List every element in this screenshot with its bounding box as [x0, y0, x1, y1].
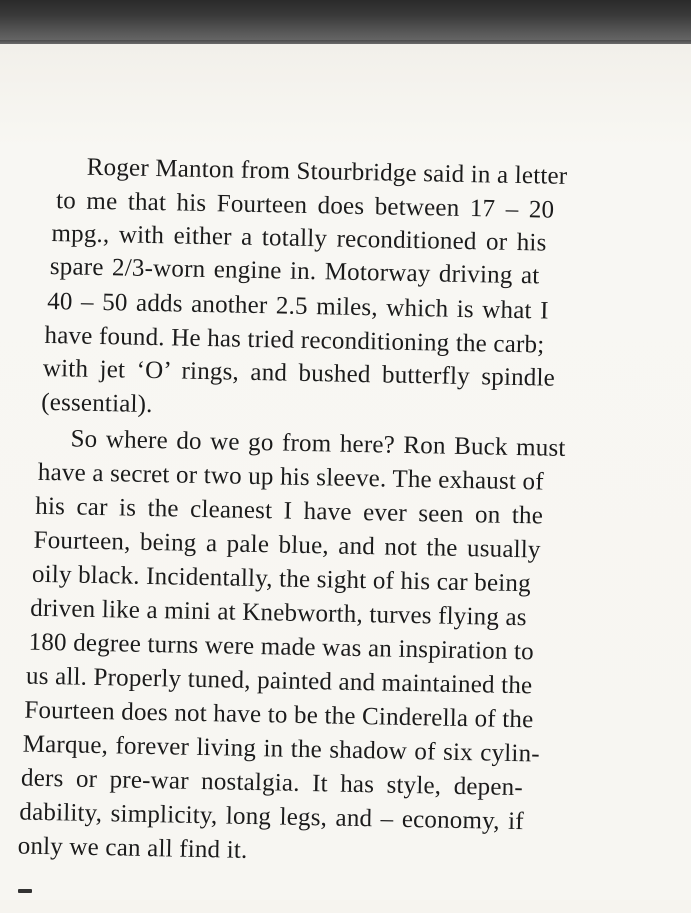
text-line: us all. Properly tuned, painted and maintained the: [25, 662, 533, 700]
text-line: Roger Manton from Stourbridge said in a letter: [86, 153, 568, 190]
text-line: driven like a mini at Knebworth, turves flying as: [30, 594, 527, 632]
text-line: spare 2/3-worn engine in. Motorway driving at: [49, 253, 540, 290]
text-line: have found. He has tried reconditioning the carb;: [44, 321, 545, 359]
text-line: oily black. Incidentally, the sight of his car being: [31, 560, 532, 598]
text-line: have a secret or two up his sleeve. The exhaust of: [37, 458, 545, 496]
text-line: (essential).: [41, 388, 153, 419]
text-line: 40 – 50 adds another 2.5 miles, which is what I: [46, 287, 549, 325]
text-line: mpg., with either a totally reconditioned or his: [51, 220, 547, 257]
text-line: 180 degree turns were made was an inspiration to: [28, 628, 535, 666]
text-line: So where do we go from here? Ron Buck must: [70, 425, 566, 462]
text-line: dability, simplicity, long legs, and – economy, if: [19, 798, 525, 836]
text-line: Marque, forever living in the shadow of six cylin-: [22, 730, 541, 768]
text-line: ders or pre-war nostalgia. It has style, depen-: [20, 764, 524, 802]
text-line: Fourteen, being a pale blue, and not the usually: [33, 526, 541, 564]
text-line: with jet ‘O’ rings, and bushed butterfly spindle: [42, 354, 556, 392]
page-edge-mark: [18, 889, 32, 893]
text-line: to me that his Fourteen does between 17 – 20: [55, 187, 555, 224]
text-line: only we can all find it.: [17, 832, 248, 864]
text-line: his car is the cleanest I have ever seen on the: [35, 492, 544, 530]
text-line: Fourteen does not have to be the Cinderella of the: [24, 696, 534, 734]
